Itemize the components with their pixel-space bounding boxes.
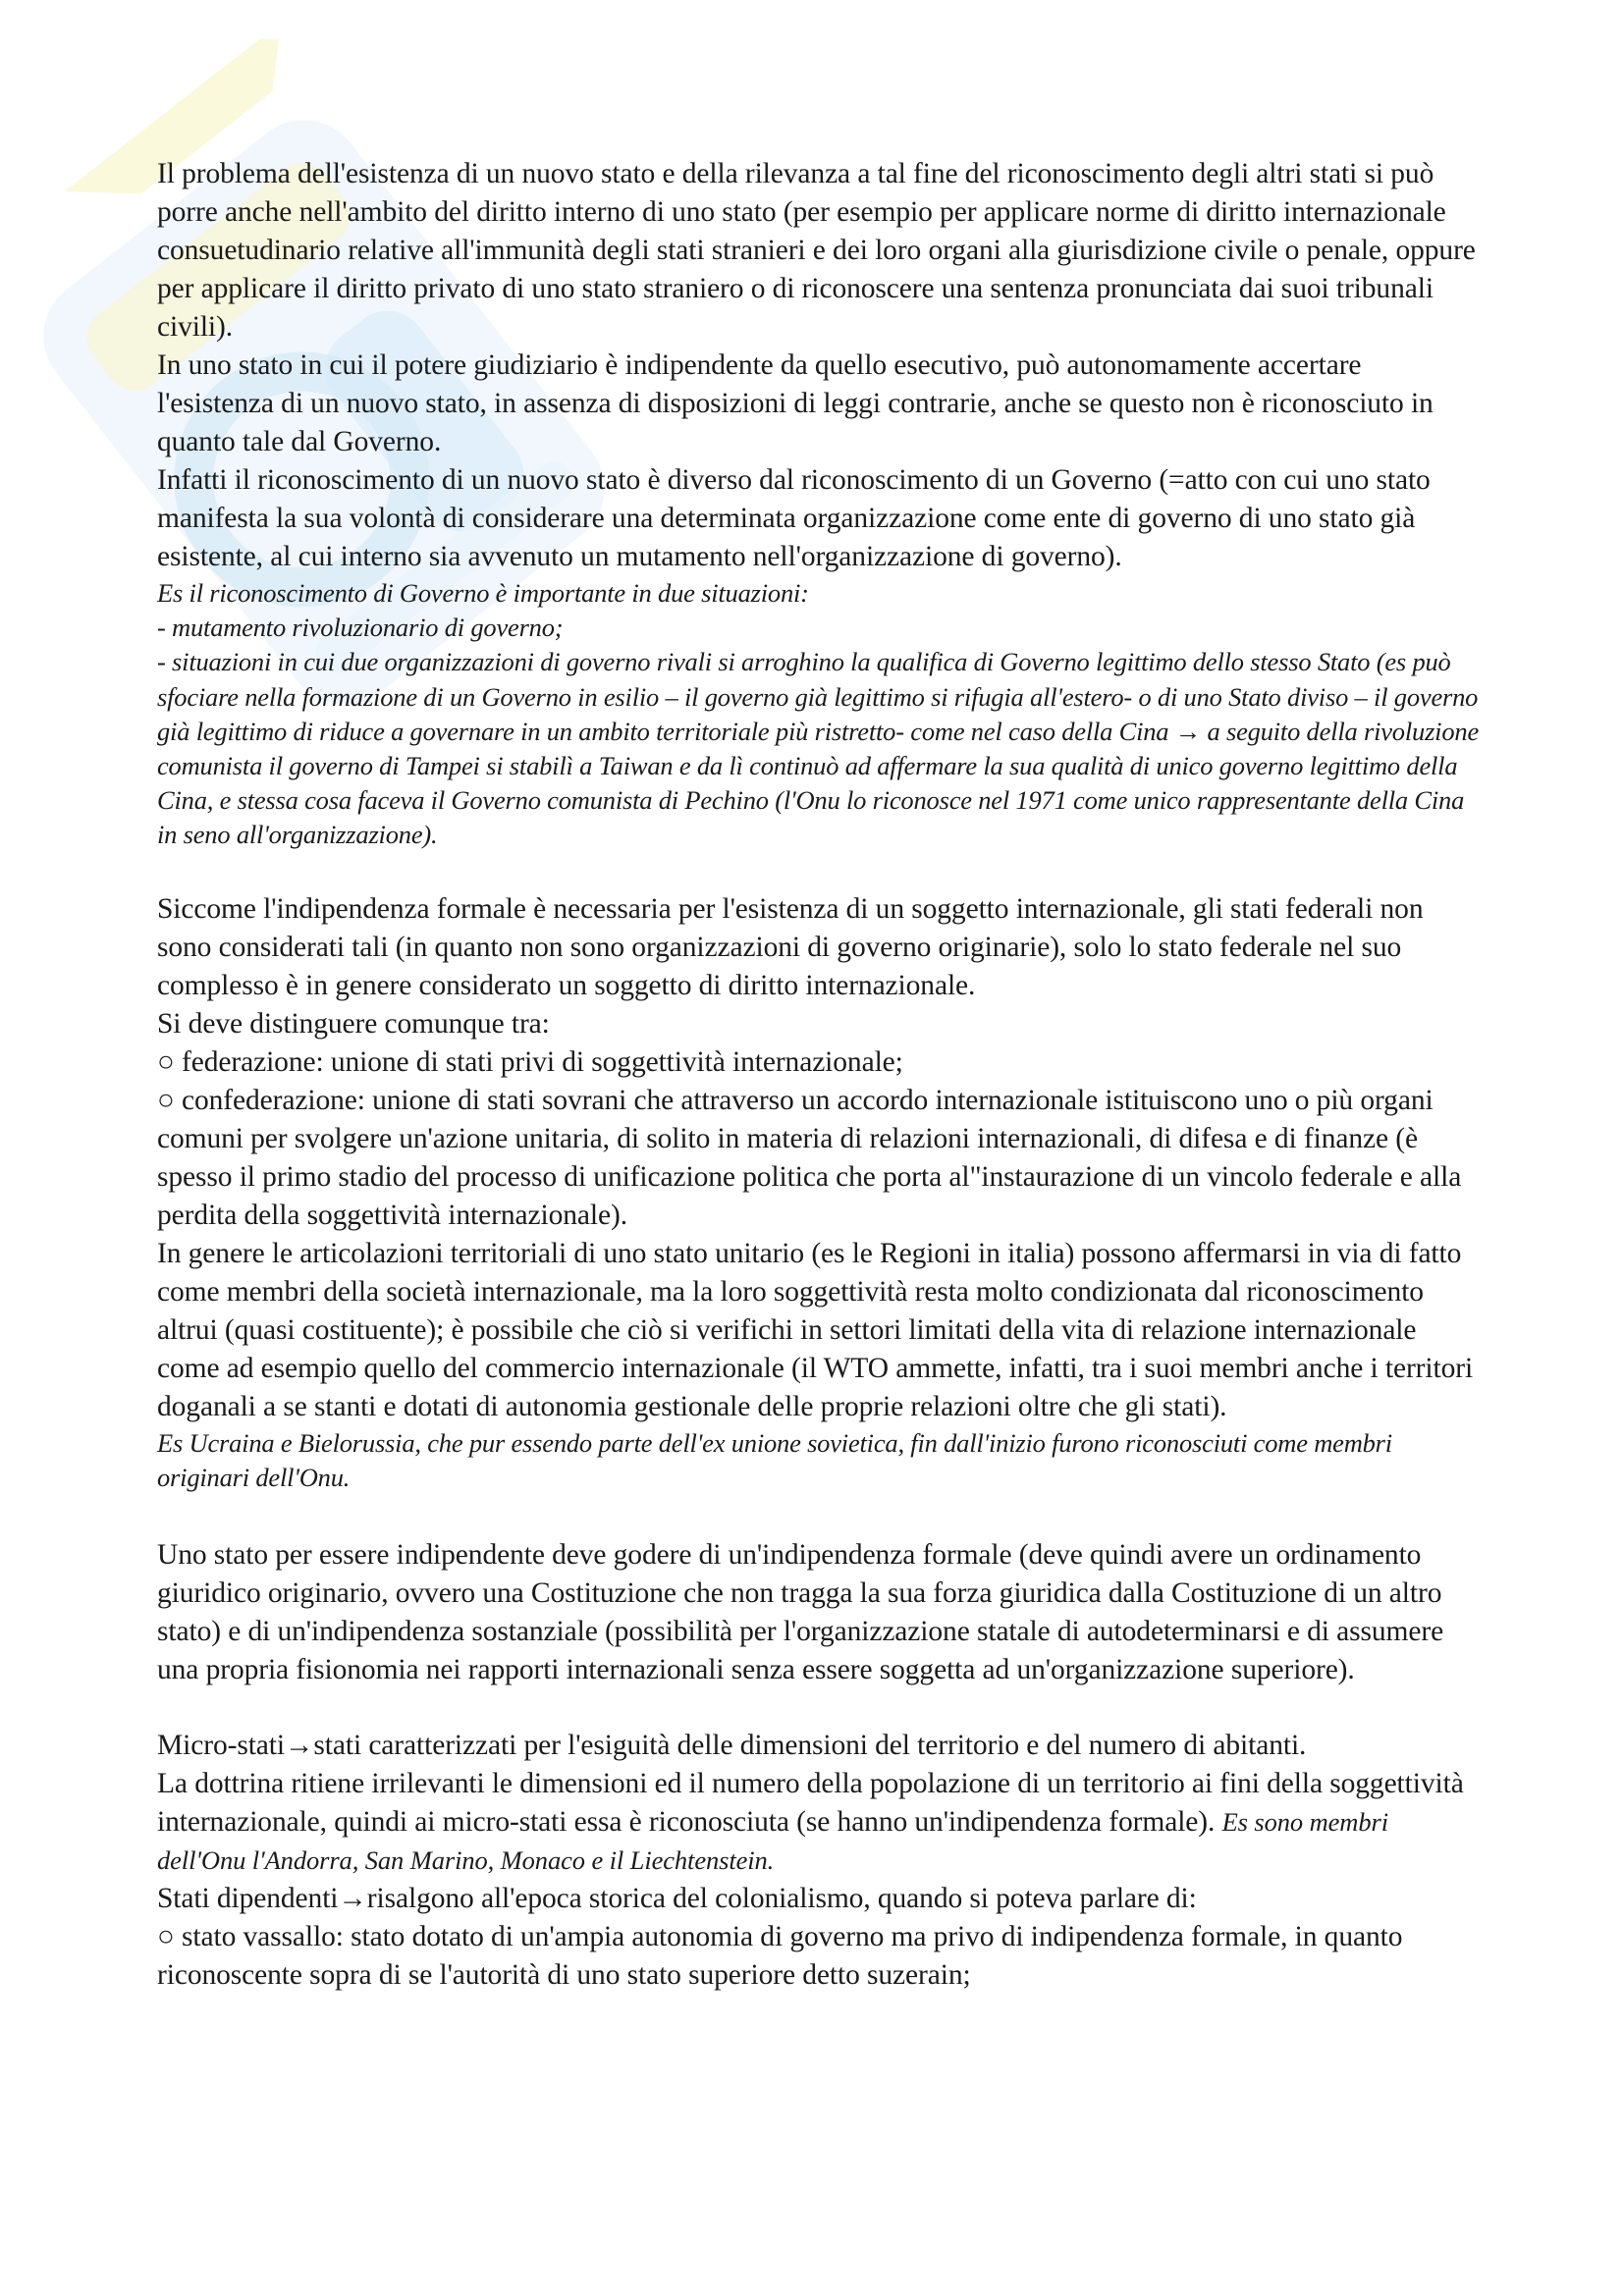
example-item: - situazioni in cui due organizzazioni di governo rivali si arroghino la qualifica di Governo legittimo dello stesso Stato (es può sfociare nella formazione di un Governo in esilio – il governo già legittimo si rifugia all'estero- o di uno Stato diviso – il governo già legittimo di riduce a governare in un ambito territoriale più ristretto- come nel caso della Cina → a seguito della rivoluzione comunista il governo di Tampei si stabilì a Taiwan e da lì continuò ad affermare la sua qualità di unico governo legittimo della Cina, e stessa cosa faceva il Governo comunista di Pechino (l'Onu lo riconosce nel 1971 come unico rappresentante della Cina in seno all'organizzazione). [157, 647, 1480, 850]
inline-example: Es sono membri dell'Onu l'Andorra, San Marino, Monaco e il Liechtenstein. [157, 1807, 1388, 1876]
paragraph: Infatti il riconoscimento di un nuovo stato è diverso dal riconoscimento di un Governo (=atto con cui uno stato manifesta la sua volontà di considerare una determinata organizzazione come ente di governo di uno stato già esistente, al cui interno sia avvenuto un mutamento nell'organizzazione di governo). [157, 464, 1431, 572]
section-2 [157, 890, 1483, 1426]
bullet-text: federazione: unione di stati privi di soggettività internazionale; [182, 1045, 903, 1078]
bullet-item [157, 1918, 1483, 1995]
bullet-text: stato vassallo: stato dotato di un'ampia autonomia di governo ma privo di indipendenza formale, in quanto riconoscente sopra di se l'autorità di uno stato superiore detto suzerain; [157, 1921, 1403, 1992]
example-item: - mutamento rivoluzionario di governo; [157, 613, 564, 643]
example-block-1 [157, 576, 1483, 853]
paragraph: Siccome l'indipendenza formale è necessaria per l'esistenza di un soggetto internazionale, gli stati federali non sono considerati tali (in quanto non sono organizzazioni di governo originarie), solo lo stato federale nel suo complesso è in genere considerato un soggetto di diritto internazionale. [157, 892, 1424, 1001]
bullet-marker: ○ [157, 1084, 175, 1116]
paragraph [157, 1765, 1483, 1880]
section-1 [157, 155, 1483, 576]
paragraph: Stati dipendenti→risalgono all'epoca storica del colonialismo, quando si poteva parlare di: [157, 1883, 1197, 1915]
section-3 [157, 1536, 1483, 1689]
bullet-item [157, 1043, 1483, 1082]
paragraph: In uno stato in cui il potere giudiziario è indipendente da quello esecutivo, può autonomamente accertare l'esistenza di un nuovo stato, in assenza di disposizioni di leggi contrarie, anche se questo non è riconosciuto in quanto tale dal Governo. [157, 349, 1434, 457]
paragraph: Il problema dell'esistenza di un nuovo stato e della rilevanza a tal fine del riconoscimento degli altri stati si può porre anche nell'ambito del diritto interno di uno stato (per esempio per applicare norme di diritto internazionale consuetudinario relative all'immunità degli stati stranieri e dei loro organi alla giurisdizione civile o penale, oppure per applicare il diritto privato di uno stato straniero o di riconoscere una sentenza pronunciata dai suoi tribunali civili). [157, 158, 1476, 343]
example-text: Es Ucraina e Bielorussia, che pur essendo parte dell'ex unione sovietica, fin dall'inizio furono riconosciuti come membri originari dell'Onu. [157, 1427, 1392, 1492]
paragraph-text: La dottrina ritiene irrilevanti le dimensioni ed il numero della popolazione di un territorio ai fini della soggettività internazionale, quindi ai micro-stati essa è riconosciuta (se hanno un'indipendenza formale). [157, 1768, 1464, 1839]
paragraph: Uno stato per essere indipendente deve godere di un'indipendenza formale (deve quindi avere un ordinamento giuridico originario, ovvero una Costituzione che non tragga la sua forza giuridica dalla Costituzione di un altro stato) e di un'indipendenza sostanziale (possibilità per l'organizzazione statale di autodeterminarsi e di assumere una propria fisionomia nei rapporti internazionali senza essere soggetta ad un'organizzazione superiore). [157, 1539, 1444, 1686]
document-page [157, 155, 1483, 1995]
paragraph: Si deve distinguere comunque tra: [157, 1007, 550, 1040]
bullet-marker: ○ [157, 1045, 175, 1078]
bullet-item [157, 1082, 1483, 1235]
bullet-text: confederazione: unione di stati sovrani che attraverso un accordo internazionale istituiscono uno o più organi comuni per svolgere un'azione unitaria, di solito in materia di relazioni internazionali, di difesa e di finanze (è spesso il primo stadio del processo di unificazione politica che porta al"instaurazione di un vincolo federale e alla perdita della soggettività internazionale). [157, 1084, 1462, 1231]
paragraph: Micro-stati→stati caratterizzati per l'esiguità delle dimensioni del territorio e del numero di abitanti. [157, 1730, 1307, 1762]
example-block-2 [157, 1426, 1483, 1495]
example-intro: Es il riconoscimento di Governo è importante in due situazioni: [157, 578, 809, 608]
section-4 [157, 1727, 1483, 1995]
bullet-marker: ○ [157, 1921, 175, 1953]
paragraph: In genere le articolazioni territoriali di uno stato unitario (es le Regioni in italia) possono affermarsi in via di fatto come membri della società internazionale, ma la loro soggettività resta molto condizionata dal riconoscimento altrui (quasi costituente); è possibile che ciò si verifichi in settori limitati della vita di relazione internazionale come ad esempio quello del commercio internazionale (il WTO ammette, infatti, tra i suoi membri anche i territori doganali a se stanti e dotati di autonomia gestionale delle proprie relazioni oltre che gli stati). [157, 1237, 1474, 1422]
